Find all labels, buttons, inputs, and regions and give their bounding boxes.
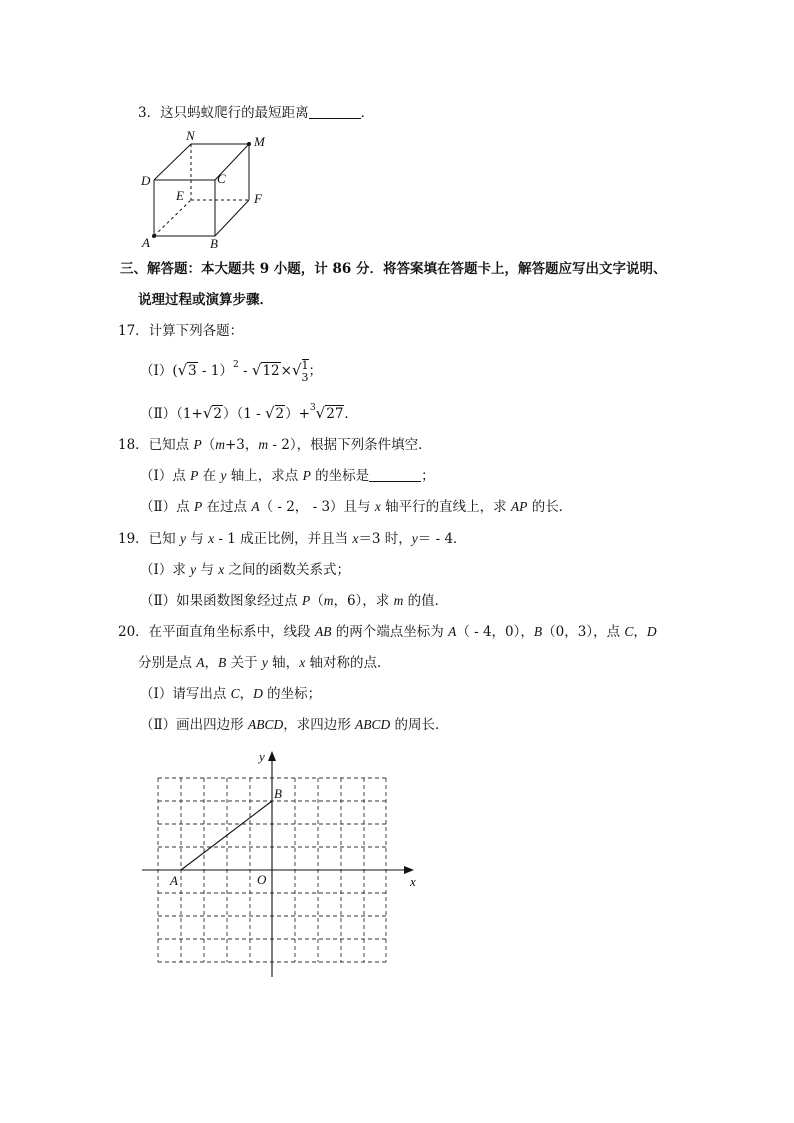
- answer-blank: [369, 467, 421, 482]
- q18-title: 18．已知点 P（m+3，m - 2），根据下列条件填空．: [118, 437, 432, 453]
- q19-part2: （Ⅱ）如果函数图象经过点 P（m，6），求 m 的值．: [140, 593, 449, 609]
- q18-part1: （Ⅰ）点 P 在 y 轴上，求点 P 的坐标是 ；: [140, 468, 435, 484]
- section-heading: 三、解答题：本大题共 9 小题，计 86 分．将答案填在答题卡上，解答题应写出文字说明、: [120, 261, 667, 277]
- answer-blank: [309, 104, 361, 119]
- q20-line1: 20．在平面直角坐标系中，线段 AB 的两个端点坐标为 A（ - 4，0），B（0，3），点 C，D: [118, 624, 657, 640]
- q18-part2: （Ⅱ）点 P 在过点 A（ - 2， - 3）且与 x 轴平行的直线上，求 AP 的长．: [140, 499, 573, 515]
- label-f: F: [254, 191, 262, 206]
- q17-title: 17．计算下列各题：: [118, 323, 244, 339]
- q20-part1: （Ⅰ）请写出点 C，D 的坐标；: [140, 686, 322, 702]
- label-b: B: [210, 236, 218, 251]
- q17-part2: （Ⅱ）（1+√2）（1 - √2）+$^3$√27．: [140, 403, 358, 422]
- label-y: y: [259, 749, 265, 764]
- q3-line: 3．这只蚂蚁爬行的最短距离 ．: [138, 105, 375, 121]
- q20-part2: （Ⅱ）画出四边形 ABCD，求四边形 ABCD 的周长．: [140, 717, 449, 733]
- label-m: M: [254, 134, 265, 149]
- point-m: [247, 142, 251, 146]
- label-o: O: [257, 872, 267, 887]
- section-heading-cont: 说理过程或演算步骤．: [138, 292, 273, 308]
- label-x: x: [410, 874, 416, 889]
- q20-line2: 分别是点 A，B 关于 y 轴，x 轴对称的点．: [138, 655, 391, 671]
- q19-title: 19．已知 y 与 x - 1 成正比例，并且当 x＝3 时，y＝ - 4．: [118, 531, 467, 547]
- label-n: N: [186, 128, 195, 143]
- q17-part1: （Ⅰ）(√3 - 1）$^2$ - √12×√ 1 3 ；: [140, 359, 323, 384]
- x-axis-arrow: [404, 866, 414, 874]
- cube-figure: [138, 128, 278, 253]
- label-a: A: [170, 873, 178, 888]
- q19-part1: （Ⅰ）求 y 与 x 之间的函数关系式；: [140, 562, 351, 578]
- label-d: D: [141, 173, 151, 188]
- point-a: [152, 234, 156, 238]
- y-axis-arrow: [268, 751, 276, 761]
- coordinate-grid: [140, 745, 430, 985]
- label-e: E: [176, 188, 184, 203]
- label-c: C: [217, 171, 226, 186]
- label-a: A: [142, 235, 150, 250]
- segment-ab: [181, 801, 272, 870]
- label-b: B: [274, 786, 282, 801]
